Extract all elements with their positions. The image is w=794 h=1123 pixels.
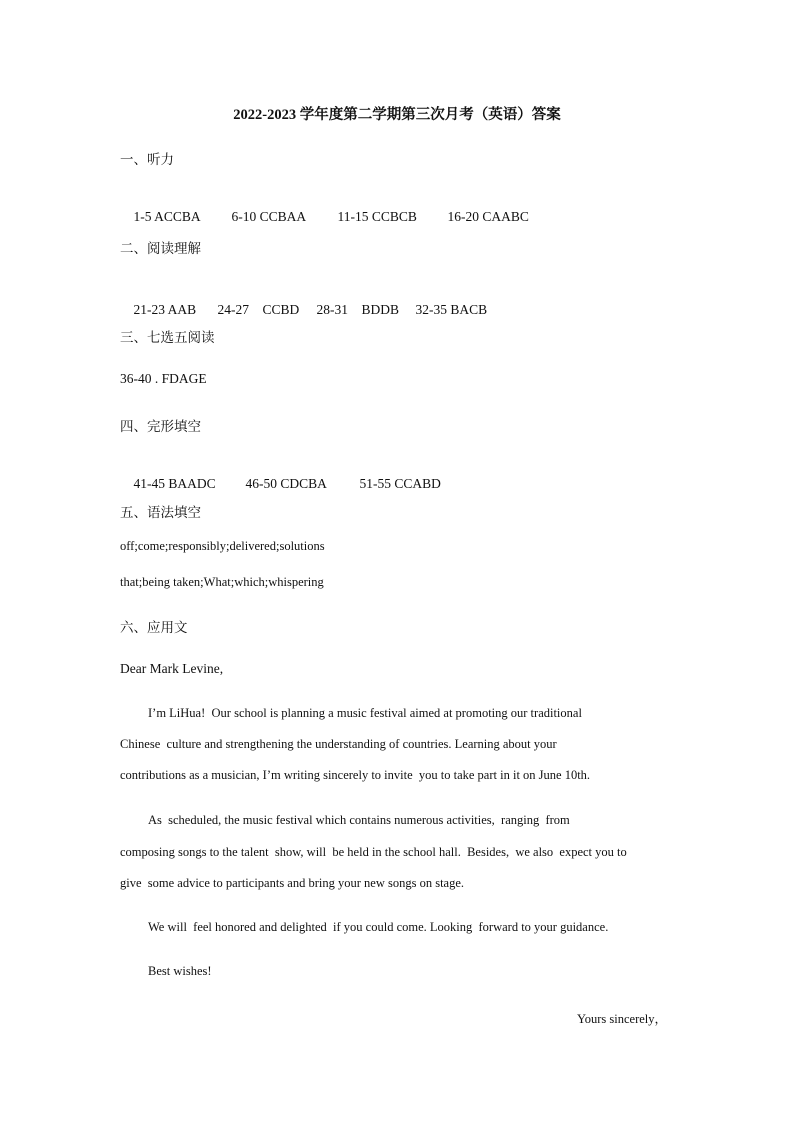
- answer-group: 28-31 BDDB: [316, 302, 400, 317]
- section-heading-listening: 一、听力: [120, 152, 174, 168]
- answer-group: 51-55 CCABD: [359, 476, 441, 491]
- answer-group: 6-10 CCBAA: [231, 209, 307, 224]
- page-title: 2022-2023 学年度第二学期第三次月考（英语）答案: [233, 107, 561, 123]
- letter-best-wishes: Best wishes!: [148, 964, 212, 978]
- section-heading-cloze: 四、完形填空: [120, 419, 201, 435]
- section-heading-grammar: 五、语法填空: [120, 505, 201, 521]
- section-heading-reading: 二、阅读理解: [120, 241, 201, 257]
- letter-paragraph-2-line-1: As scheduled, the music festival which contains numerous activities, ranging from: [148, 813, 570, 827]
- letter-paragraph-2-line-2: composing songs to the talent show, will be held in the school hall. Besides, we also expect you to: [120, 845, 627, 859]
- answer-group: 11-15 CCBCB: [337, 209, 417, 224]
- grammar-answers-line-2: that;being taken;What;which;whispering: [120, 575, 324, 589]
- answer-group: 46-50 CDCBA: [245, 476, 327, 491]
- section-heading-writing: 六、应用文: [120, 620, 188, 636]
- letter-paragraph-3: We will feel honored and delighted if you could come. Looking forward to your guidance.: [148, 920, 609, 934]
- answer-group: 41-45 BAADC: [133, 476, 216, 491]
- answer-group: 32-35 BACB: [415, 302, 488, 317]
- grammar-answers-line-1: off;come;responsibly;delivered;solutions: [120, 539, 325, 553]
- letter-paragraph-2-line-3: give some advice to participants and bring your new songs on stage.: [120, 876, 465, 890]
- letter-paragraph-1-line-3: contributions as a musician, I’m writing sincerely to invite you to take part in it on June 10th.: [120, 768, 591, 782]
- answer-group: 16-20 CAABC: [447, 209, 529, 224]
- answer-row-listening: [120, 193, 529, 241]
- answer-group: 1-5 ACCBA: [133, 209, 201, 224]
- answer-group: 21-23 AAB: [133, 302, 197, 317]
- answer-group: 24-27 CCBD: [217, 302, 300, 317]
- letter-closing: Yours sincerely，: [576, 1012, 667, 1026]
- letter-salutation: Dear Mark Levine,: [120, 661, 224, 676]
- letter-paragraph-1-line-1: I’m LiHua! Our school is planning a music festival aimed at promoting our traditional: [148, 706, 582, 720]
- section-heading-seven-choose-five: 三、七选五阅读: [120, 330, 215, 346]
- letter-paragraph-1-line-2: Chinese culture and strengthening the understanding of countries. Learning about your: [120, 737, 557, 751]
- answer-row-seven-choose-five: 36-40 . FDAGE: [120, 371, 207, 386]
